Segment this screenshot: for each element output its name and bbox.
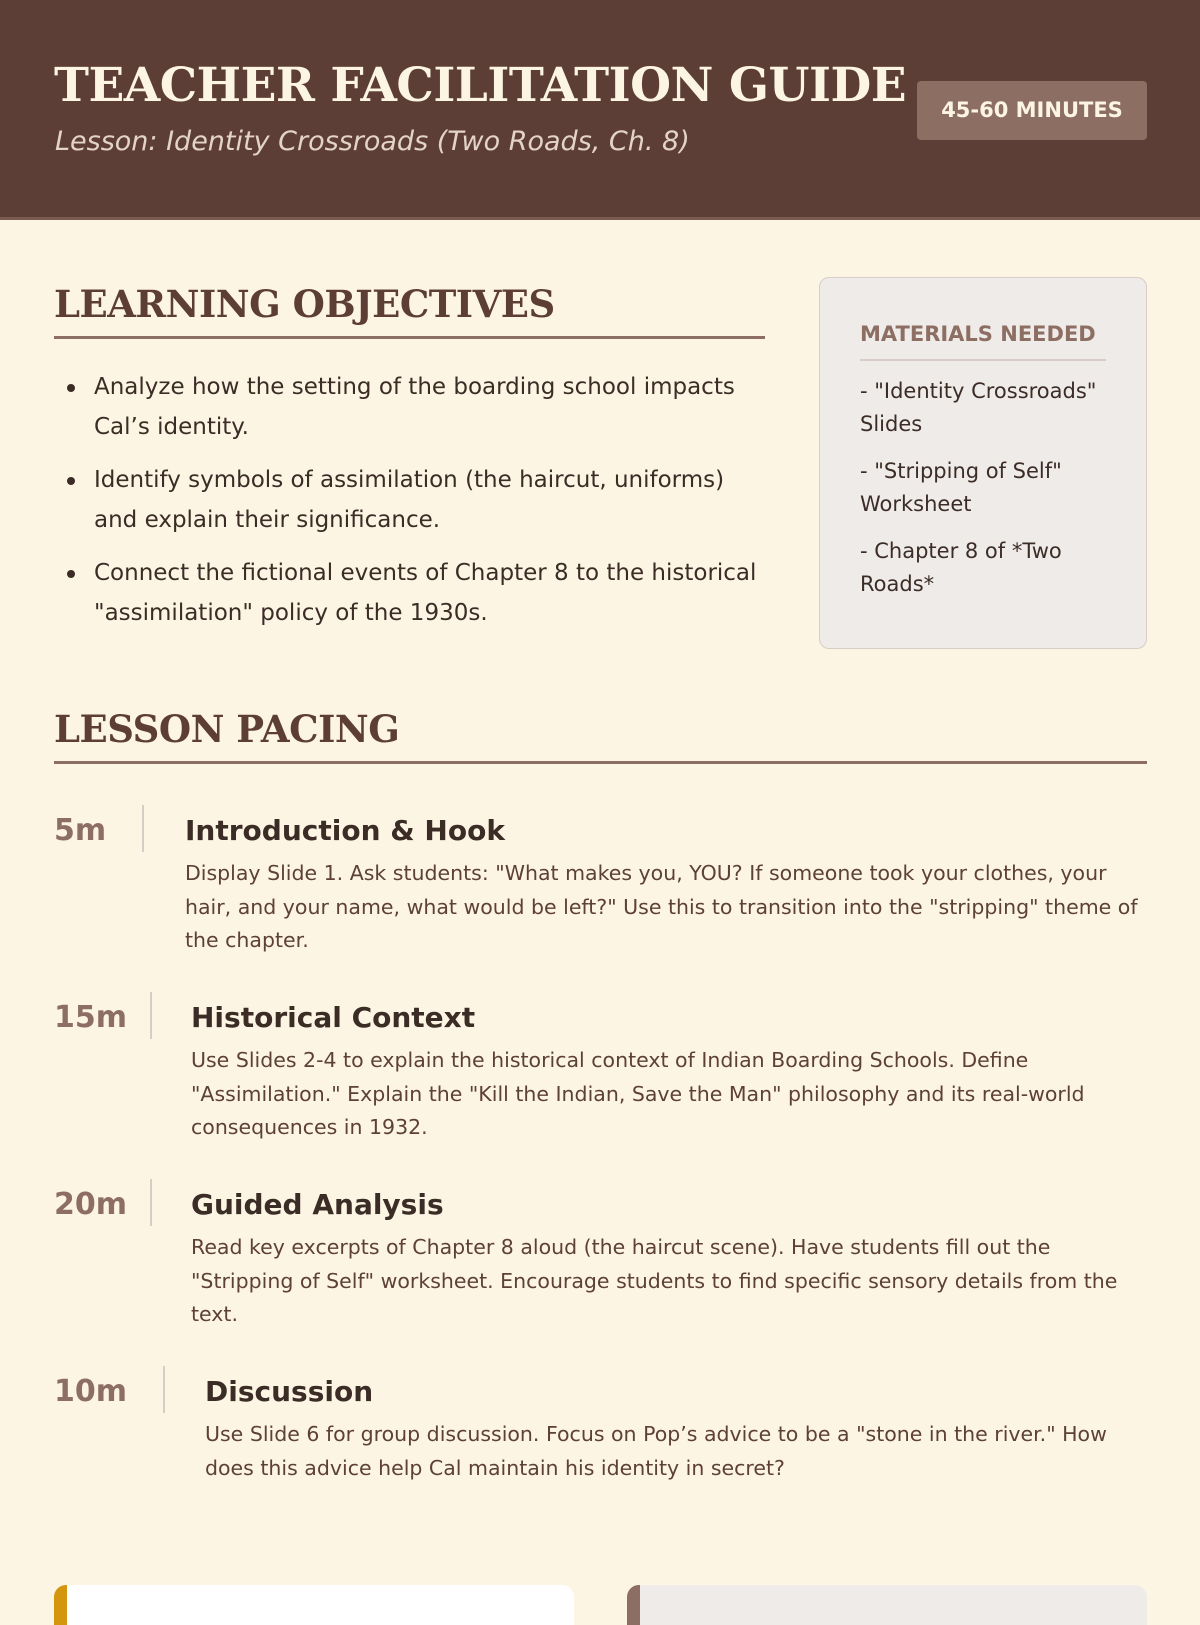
objectives-divider	[54, 336, 765, 339]
pacing-heading: Discussion	[205, 1375, 374, 1408]
pacing-heading: Introduction & Hook	[185, 814, 505, 847]
objectives-title: LEARNING OBJECTIVES	[54, 282, 555, 326]
objective-item: Connect the fictional events of Chapter 8 to the historical "assimilation" policy of the 1930s.	[94, 553, 764, 633]
pacing-heading: Historical Context	[191, 1001, 476, 1034]
pacing-description: Use Slide 6 for group discussion. Focus on Pop’s advice to be a "stone in the river." How does this advice help Cal maintain his identity in secret?	[205, 1422, 1107, 1480]
materials-box	[819, 277, 1147, 649]
materials-list	[860, 375, 1120, 615]
bottom-card-left	[54, 1585, 574, 1625]
material-item: - Chapter 8 of *Two Roads*	[860, 539, 1062, 596]
pacing-time-divider	[142, 805, 144, 852]
pacing-time: 20m	[54, 1187, 128, 1222]
objective-item: Identify symbols of assimilation (the haircut, uniforms) and explain their significance.	[94, 460, 764, 540]
pacing-divider	[54, 761, 1147, 764]
pacing-description: Display Slide 1. Ask students: "What makes you, YOU? If someone took your clothes, your hair, and your name, what would be left?" Use this to transition into the "stripping" theme of the chapter.	[185, 861, 1138, 952]
pacing-title: LESSON PACING	[54, 707, 400, 751]
material-item: - "Stripping of Self" Worksheet	[860, 459, 1062, 516]
pacing-content	[205, 1374, 1147, 1485]
pacing-time-divider	[163, 1366, 165, 1413]
pacing-time: 10m	[54, 1374, 128, 1409]
pacing-description: Use Slides 2-4 to explain the historical context of Indian Boarding Schools. Define "Assimilation." Explain the "Kill the Indian, Save the Man" philosophy and its real-world consequences in 1932.	[191, 1048, 1085, 1139]
page-header	[0, 0, 1200, 220]
pacing-content	[185, 813, 1147, 958]
pacing-content	[191, 1000, 1147, 1145]
materials-divider	[860, 359, 1106, 361]
pacing-heading: Guided Analysis	[191, 1188, 444, 1221]
pacing-time-divider	[150, 1179, 152, 1226]
materials-title: MATERIALS NEEDED	[860, 322, 1096, 346]
pacing-time-divider	[150, 992, 152, 1039]
objectives-list	[94, 367, 764, 646]
bottom-card-right	[627, 1585, 1147, 1625]
pacing-time: 5m	[54, 813, 107, 848]
material-item: - "Identity Crossroads" Slides	[860, 379, 1097, 436]
pacing-time: 15m	[54, 1000, 128, 1035]
pacing-content	[191, 1187, 1147, 1332]
pacing-description: Read key excerpts of Chapter 8 aloud (the haircut scene). Have students fill out the "Stripping of Self" worksheet. Encourage students to find specific sensory details from the text.	[191, 1235, 1118, 1326]
objective-item: Analyze how the setting of the boarding school impacts Cal’s identity.	[94, 367, 764, 447]
page-title: TEACHER FACILITATION GUIDE	[54, 58, 907, 113]
duration-badge: 45-60 MINUTES	[917, 81, 1147, 140]
lesson-subtitle: Lesson: Identity Crossroads (Two Roads, Ch. 8)	[55, 126, 690, 157]
